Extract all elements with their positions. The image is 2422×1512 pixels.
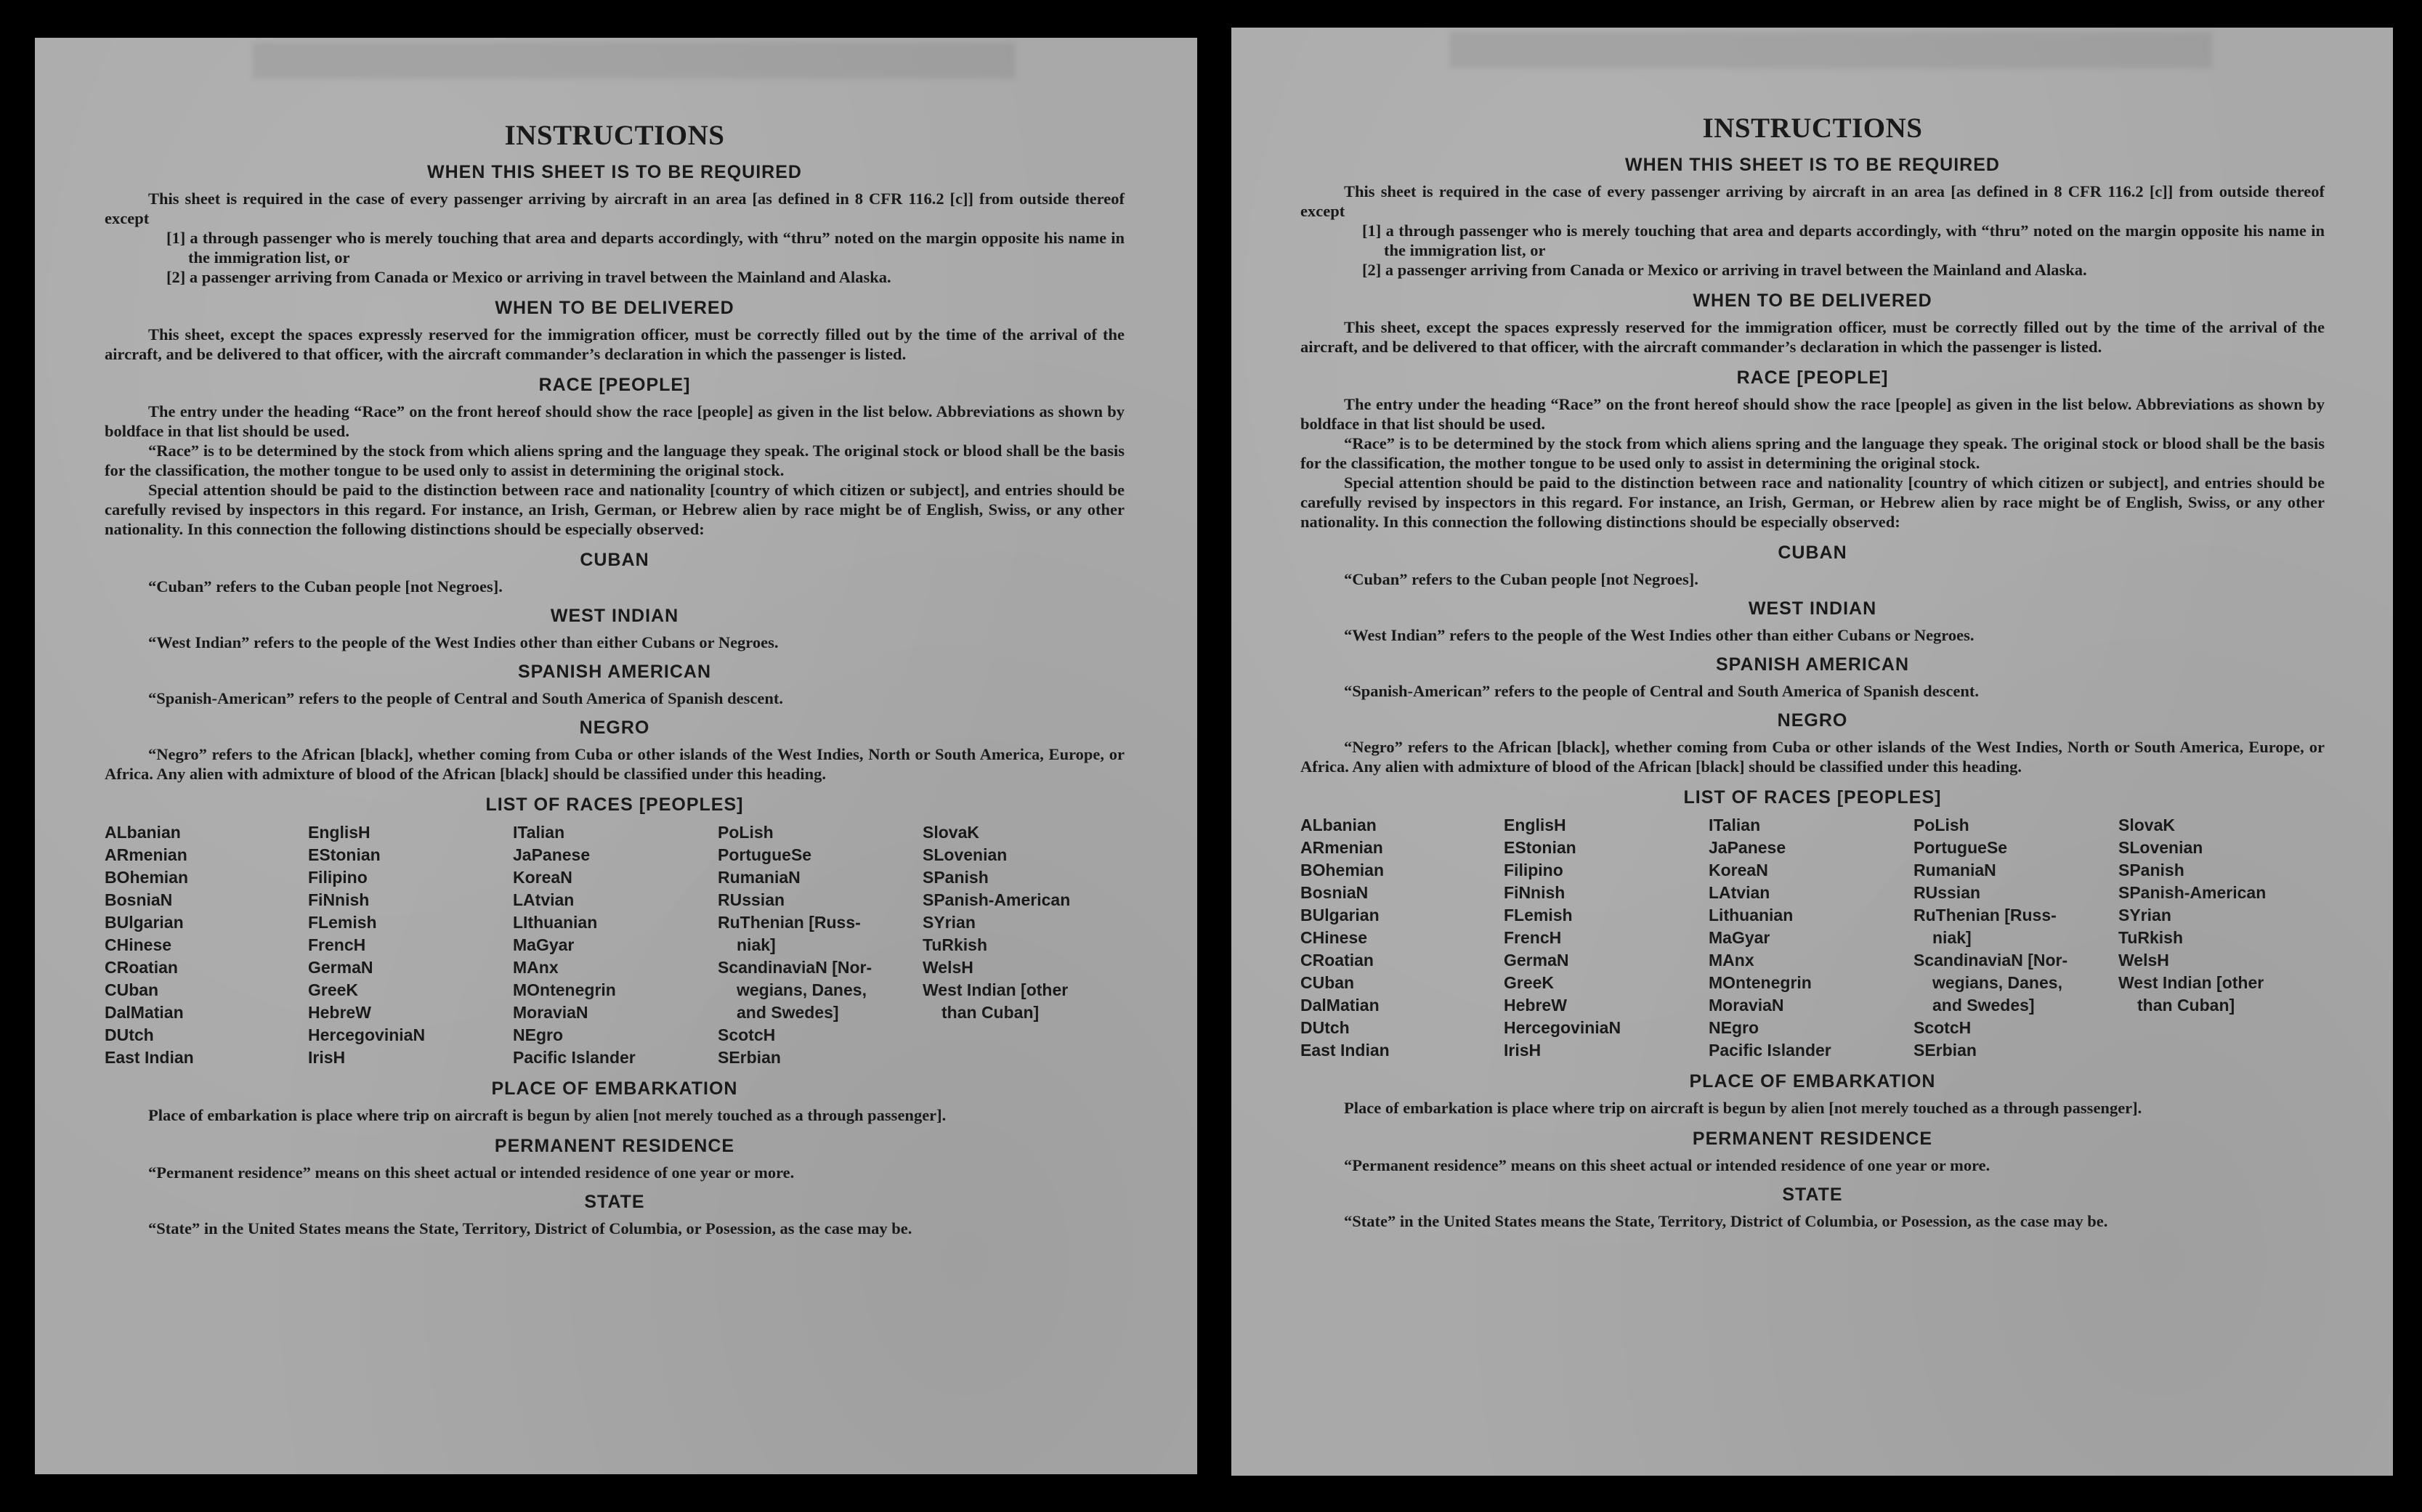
para-required: This sheet is required in the case of every passenger arriving by aircraft in an area [as defined in 8 CFR 116.2 [c]] from outside thereof except xyxy=(105,190,1125,227)
races-column xyxy=(105,821,308,1069)
race-item: JaPanese xyxy=(513,845,591,864)
race-item: MaGyar xyxy=(1709,928,1770,947)
race-item: Filipino xyxy=(1504,861,1563,879)
heading-when-delivered: WHEN TO BE DELIVERED xyxy=(495,298,734,318)
race-item: BosniaN xyxy=(1300,883,1369,902)
race-item: CHinese xyxy=(1300,928,1368,947)
race-item: EStonian xyxy=(308,845,381,864)
race-item: PoLish xyxy=(718,823,774,842)
race-item: KoreaN xyxy=(1709,861,1768,879)
para-race-3: Special attention should be paid to the distinction between race and nationality [country of which citizen or subject], and entries should be carefully revised by inspectors in this regard. For instance, an Irish, German, or Hebrew alien by race might be of English, Swiss, or any other nationality. In this connection the following distinctions should be especially observed: xyxy=(1300,473,2325,531)
heading-list-of-races: LIST OF RACES [PEOPLES] xyxy=(485,794,744,815)
heading-race: RACE [PEOPLE] xyxy=(1736,367,1889,388)
exception-2: [2] a passenger arriving from Canada or Mexico or arriving in travel between the Mainland and Alaska. xyxy=(1362,261,2087,279)
race-item: DUtch xyxy=(105,1025,154,1044)
heading-permanent-residence: PERMANENT RESIDENCE xyxy=(494,1136,735,1156)
race-item: KoreaN xyxy=(513,868,572,887)
race-item: RUssian xyxy=(1913,883,1981,902)
race-item: GreeK xyxy=(308,980,359,999)
race-item: SErbian xyxy=(1913,1041,1977,1060)
para-race-1: The entry under the heading “Race” on the front hereof should show the race [people] as given in the list below. Abbreviations as shown by boldface in that list should be used. xyxy=(1300,395,2325,433)
document-page-left xyxy=(35,38,1197,1474)
race-item: SPanish-American xyxy=(923,890,1071,909)
race-item: CUban xyxy=(1300,973,1355,992)
race-item: MAnx xyxy=(1709,951,1754,970)
race-item: ITalian xyxy=(1709,816,1761,834)
race-item: East Indian xyxy=(1300,1041,1390,1060)
race-item: than Cuban] xyxy=(941,1003,1040,1022)
race-item: FiNnish xyxy=(308,890,370,909)
race-item: PortugueSe xyxy=(718,845,812,864)
race-item: SPanish xyxy=(2118,861,2184,879)
heading-place-of-embarkation: PLACE OF EMBARKATION xyxy=(491,1078,738,1099)
heading-race: RACE [PEOPLE] xyxy=(538,375,691,395)
race-item: wegians, Danes, xyxy=(1932,973,2062,992)
race-item: EnglisH xyxy=(308,823,370,842)
race-item: GermaN xyxy=(308,958,373,977)
race-item: EStonian xyxy=(1504,838,1576,857)
race-item: DUtch xyxy=(1300,1018,1350,1037)
race-item: WelsH xyxy=(2118,951,2169,970)
race-item: LAtvian xyxy=(513,890,575,909)
races-column xyxy=(2118,814,2323,1062)
para-required: This sheet is required in the case of every passenger arriving by aircraft in an area [as defined in 8 CFR 116.2 [c]] from outside thereof except xyxy=(1300,182,2325,220)
heading-negro: NEGRO xyxy=(579,718,650,738)
heading-negro: NEGRO xyxy=(1777,710,1848,731)
para-embarkation: Place of embarkation is place where trip on aircraft is begun by alien [not merely touched as a through passenger]. xyxy=(148,1106,947,1124)
race-item: NEgro xyxy=(1709,1018,1759,1037)
race-item: ITalian xyxy=(513,823,565,842)
race-item: FLemish xyxy=(308,913,377,932)
race-item: CHinese xyxy=(105,935,172,954)
para-race-2: “Race” is to be determined by the stock from which aliens spring and the language they speak. The original stock or blood shall be the basis for the classification, the mother tongue to be used only to assist in determining the original stock. xyxy=(105,442,1125,479)
race-item: HercegoviniaN xyxy=(308,1025,426,1044)
race-item: LAtvian xyxy=(1709,883,1770,902)
race-item: and Swedes] xyxy=(1932,996,2035,1015)
race-item: SlovaK xyxy=(923,823,979,842)
heading-state: STATE xyxy=(1782,1184,1843,1205)
race-item: RuThenian [Russ- xyxy=(718,913,861,932)
race-item: ScandinaviaN [Nor- xyxy=(718,958,872,977)
race-item: EnglisH xyxy=(1504,816,1566,834)
race-item: CRoatian xyxy=(105,958,178,977)
para-negro: “Negro” refers to the African [black], whether coming from Cuba or other islands of the West Indies, North or South America, Europe, or Africa. Any alien with admixture of blood of the African [black] should be classified under this heading. xyxy=(1300,738,2325,776)
heading-permanent-residence: PERMANENT RESIDENCE xyxy=(1692,1129,1933,1149)
race-item: MaGyar xyxy=(513,935,575,954)
para-cuban: “Cuban” refers to the Cuban people [not Negroes]. xyxy=(1344,570,1698,588)
race-item: GermaN xyxy=(1504,951,1569,970)
heading-spanish-american: SPANISH AMERICAN xyxy=(517,662,711,682)
race-item: MAnx xyxy=(513,958,559,977)
para-spanish-american: “Spanish-American” refers to the people of Central and South America of Spanish descent. xyxy=(1344,682,1979,700)
race-item: ALbanian xyxy=(1300,816,1377,834)
race-item: ScandinaviaN [Nor- xyxy=(1913,951,2068,970)
race-item: FrencH xyxy=(1504,928,1562,947)
race-item: BosniaN xyxy=(105,890,173,909)
race-item: PortugueSe xyxy=(1913,838,2008,857)
race-item: ScotcH xyxy=(718,1025,776,1044)
race-item: and Swedes] xyxy=(737,1003,839,1022)
para-race-1: The entry under the heading “Race” on the front hereof should show the race [people] as given in the list below. Abbreviations as shown by boldface in that list should be used. xyxy=(105,402,1125,440)
para-state: “State” in the United States means the State, Territory, District of Columbia, or Posession, as the case may be. xyxy=(148,1219,912,1237)
para-cuban: “Cuban” refers to the Cuban people [not Negroes]. xyxy=(148,577,503,596)
race-item: MoraviaN xyxy=(1709,996,1784,1015)
para-west-indian: “West Indian” refers to the people of the West Indies other than either Cubans or Negroes. xyxy=(148,633,779,651)
races-column xyxy=(513,821,718,1069)
para-permanent-residence: “Permanent residence” means on this sheet actual or intended residence of one year or more. xyxy=(1344,1156,1990,1174)
race-item: HebreW xyxy=(1504,996,1567,1015)
race-item: ARmenian xyxy=(105,845,187,864)
race-item: CRoatian xyxy=(1300,951,1374,970)
race-item: SPanish xyxy=(923,868,989,887)
race-item: SLovenian xyxy=(923,845,1008,864)
heading-when-delivered: WHEN TO BE DELIVERED xyxy=(1693,290,1932,311)
exception-1: [1] a through passenger who is merely touching that area and departs accordingly, with “thru” noted on the margin opposite his name in the immigration list, or xyxy=(166,229,1125,267)
bleed-through-strip xyxy=(253,42,1016,78)
race-item: RuThenian [Russ- xyxy=(1913,906,2057,924)
race-item: GreeK xyxy=(1504,973,1555,992)
races-column xyxy=(1709,814,1913,1062)
para-negro: “Negro” refers to the African [black], whether coming from Cuba or other islands of the West Indies, North or South America, Europe, or Africa. Any alien with admixture of blood of the African [black] should be classified under this heading. xyxy=(105,745,1125,783)
race-item: SlovaK xyxy=(2118,816,2175,834)
heading-west-indian: WEST INDIAN xyxy=(550,606,679,626)
race-item: JaPanese xyxy=(1709,838,1786,857)
race-item: FrencH xyxy=(308,935,366,954)
race-item: PoLish xyxy=(1913,816,1969,834)
race-item: MOntenegrin xyxy=(513,980,616,999)
para-race-3: Special attention should be paid to the distinction between race and nationality [country of which citizen or subject], and entries should be carefully revised by inspectors in this regard. For instance, an Irish, German, or Hebrew alien by race might be of English, Swiss, or any other nationality. In this connection the following distinctions should be especially observed: xyxy=(105,481,1125,538)
para-delivered: This sheet, except the spaces expressly reserved for the immigration officer, must be correctly filled out by the time of the arrival of the aircraft, and be delivered to that officer, with the aircraft commander’s declaration in which the passenger is listed. xyxy=(105,325,1125,363)
race-item: HercegoviniaN xyxy=(1504,1018,1621,1037)
race-item: WelsH xyxy=(923,958,973,977)
race-item: MoraviaN xyxy=(513,1003,588,1022)
race-item: MOntenegrin xyxy=(1709,973,1812,992)
race-item: wegians, Danes, xyxy=(737,980,867,999)
race-item: niak] xyxy=(1932,928,1972,947)
para-spanish-american: “Spanish-American” refers to the people of Central and South America of Spanish descent. xyxy=(148,689,783,707)
races-column xyxy=(308,821,513,1069)
race-item: RUssian xyxy=(718,890,785,909)
race-item: West Indian [other xyxy=(923,980,1069,999)
heading-cuban: CUBAN xyxy=(580,550,649,570)
race-item: FiNnish xyxy=(1504,883,1566,902)
race-item: BOhemian xyxy=(1300,861,1385,879)
exception-2: [2] a passenger arriving from Canada or Mexico or arriving in travel between the Mainland and Alaska. xyxy=(166,268,891,286)
heading-when-required: WHEN THIS SHEET IS TO BE REQUIRED xyxy=(1625,155,2000,175)
race-item: HebreW xyxy=(308,1003,371,1022)
heading-west-indian: WEST INDIAN xyxy=(1748,598,1877,619)
document-page-right xyxy=(1231,28,2393,1476)
race-item: NEgro xyxy=(513,1025,563,1044)
para-delivered: This sheet, except the spaces expressly reserved for the immigration officer, must be correctly filled out by the time of the arrival of the aircraft, and be delivered to that officer, with the aircraft commander’s declaration in which the passenger is listed. xyxy=(1300,318,2325,356)
races-column xyxy=(1504,814,1709,1062)
race-item: Filipino xyxy=(308,868,368,887)
race-item: RumaniaN xyxy=(718,868,801,887)
race-item: East Indian xyxy=(105,1048,194,1067)
race-item: RumaniaN xyxy=(1913,861,1996,879)
race-item: LIthuanian xyxy=(513,913,598,932)
race-item: SPanish-American xyxy=(2118,883,2267,902)
race-item: BUlgarian xyxy=(105,913,184,932)
race-item: Pacific Islander xyxy=(513,1048,636,1067)
races-column xyxy=(718,821,923,1069)
para-state: “State” in the United States means the State, Territory, District of Columbia, or Posession, as the case may be. xyxy=(1344,1212,2108,1230)
para-permanent-residence: “Permanent residence” means on this sheet actual or intended residence of one year or more. xyxy=(148,1163,795,1182)
race-item: TuRkish xyxy=(2118,928,2184,947)
bleed-through-strip xyxy=(1449,32,2212,68)
races-column xyxy=(1300,814,1504,1062)
races-column xyxy=(923,821,1127,1069)
race-item: IrisH xyxy=(308,1048,346,1067)
para-race-2: “Race” is to be determined by the stock from which aliens spring and the language they speak. The original stock or blood shall be the basis for the classification, the mother tongue to be used only to assist in determining the original stock. xyxy=(1300,434,2325,472)
race-item: SYrian xyxy=(2118,906,2171,924)
heading-cuban: CUBAN xyxy=(1778,542,1847,563)
race-item: Lithuanian xyxy=(1709,906,1794,924)
race-item: West Indian [other xyxy=(2118,973,2264,992)
race-item: DalMatian xyxy=(1300,996,1380,1015)
heading-list-of-races: LIST OF RACES [PEOPLES] xyxy=(1683,787,1942,808)
race-item: ScotcH xyxy=(1913,1018,1972,1037)
race-item: ALbanian xyxy=(105,823,181,842)
para-west-indian: “West Indian” refers to the people of the West Indies other than either Cubans or Negroes. xyxy=(1344,626,1975,644)
heading-spanish-american: SPANISH AMERICAN xyxy=(1715,654,1909,675)
race-item: BOhemian xyxy=(105,868,189,887)
para-embarkation: Place of embarkation is place where trip on aircraft is begun by alien [not merely touched as a through passenger]. xyxy=(1344,1099,2142,1117)
race-item: SErbian xyxy=(718,1048,781,1067)
race-item: IrisH xyxy=(1504,1041,1542,1060)
heading-place-of-embarkation: PLACE OF EMBARKATION xyxy=(1689,1071,1936,1092)
instructions-title: INSTRUCTIONS xyxy=(504,120,725,151)
race-item: ARmenian xyxy=(1300,838,1383,857)
race-item: than Cuban] xyxy=(2137,996,2235,1015)
race-item: SLovenian xyxy=(2118,838,2203,857)
race-item: SYrian xyxy=(923,913,976,932)
instructions-title: INSTRUCTIONS xyxy=(1702,113,1923,144)
exception-1: [1] a through passenger who is merely touching that area and departs accordingly, with “thru” noted on the margin opposite his name in the immigration list, or xyxy=(1362,221,2325,259)
race-item: CUban xyxy=(105,980,159,999)
races-column xyxy=(1913,814,2118,1062)
races-list xyxy=(1300,814,2325,1062)
race-item: FLemish xyxy=(1504,906,1573,924)
heading-state: STATE xyxy=(584,1192,645,1212)
race-item: niak] xyxy=(737,935,776,954)
race-item: TuRkish xyxy=(923,935,988,954)
races-list xyxy=(105,821,1125,1069)
race-item: DalMatian xyxy=(105,1003,184,1022)
race-item: Pacific Islander xyxy=(1709,1041,1831,1060)
race-item: BUlgarian xyxy=(1300,906,1380,924)
heading-when-required: WHEN THIS SHEET IS TO BE REQUIRED xyxy=(427,162,802,182)
